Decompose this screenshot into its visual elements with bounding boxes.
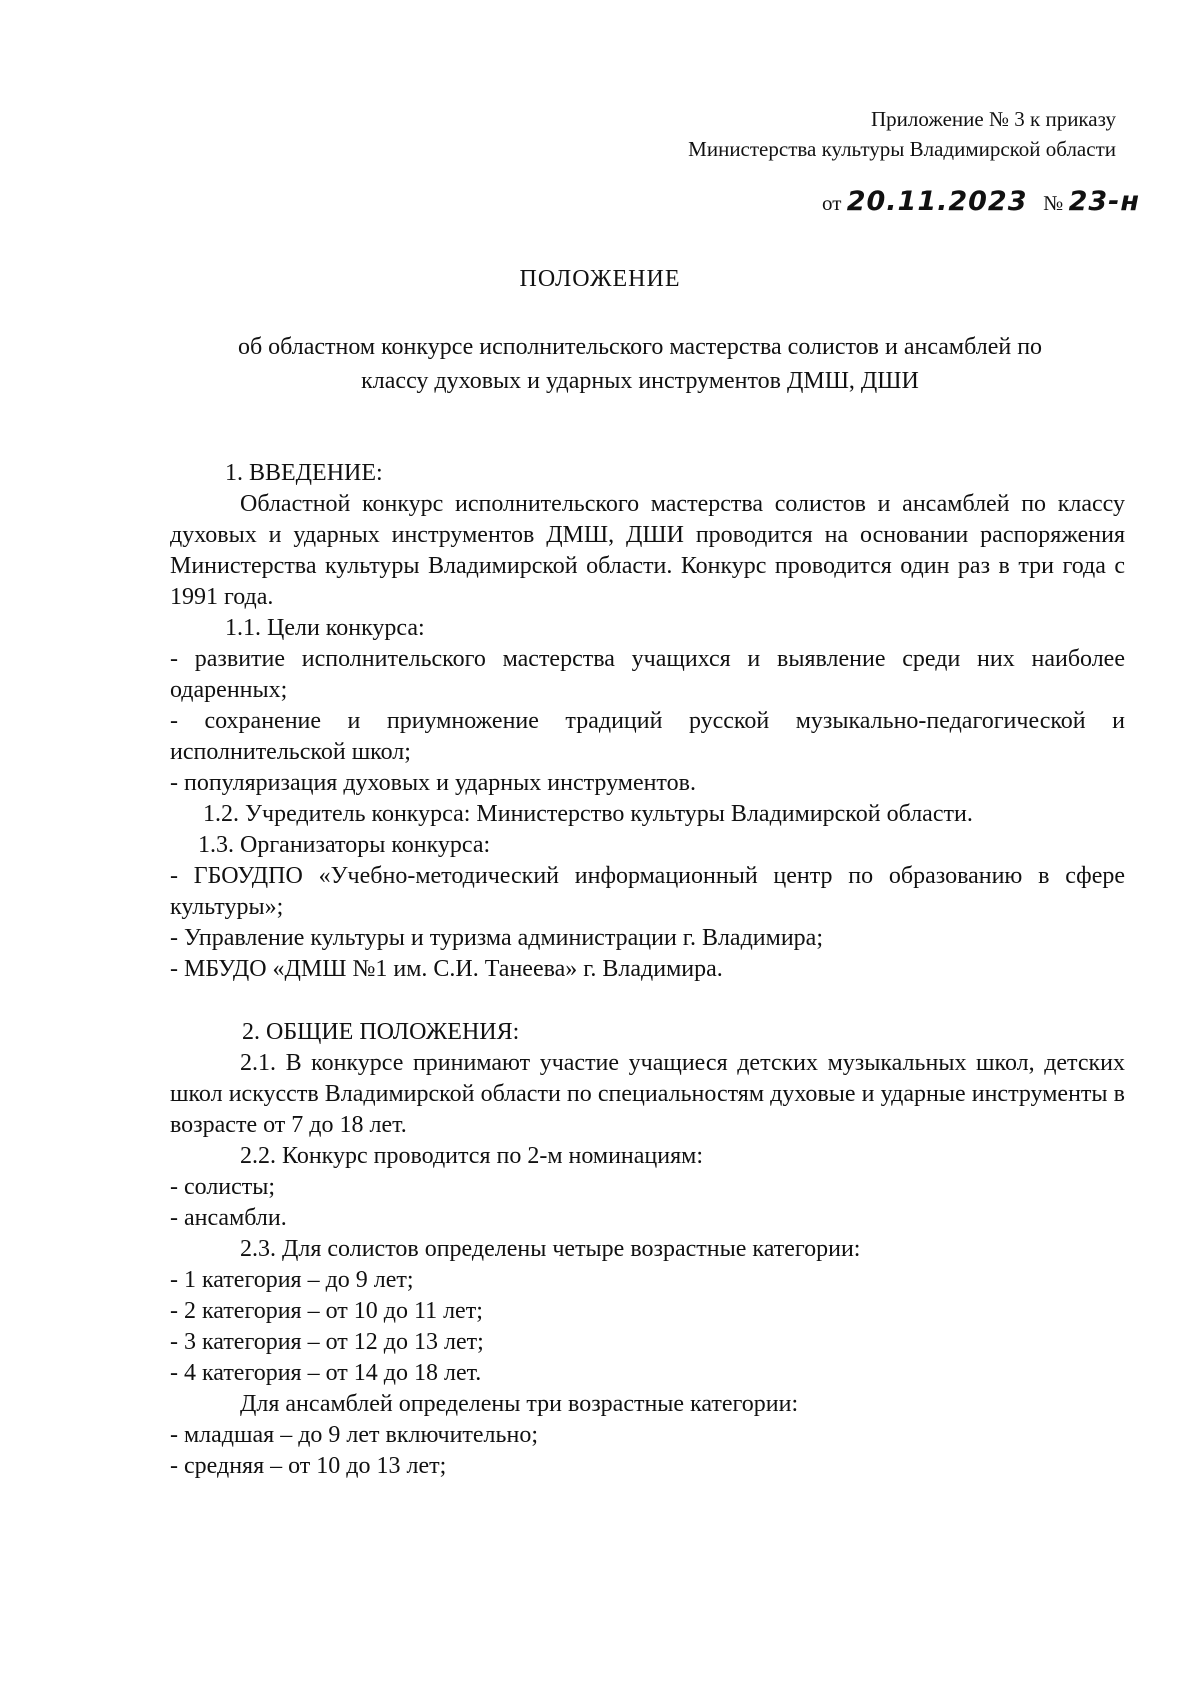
document-body xyxy=(170,458,1125,1482)
order-date: 20.11.2023 xyxy=(846,186,1028,217)
attachment-line-2: Министерства культуры Владимирской области xyxy=(688,137,1116,161)
paragraph-2-3: 2.3. Для солистов определены четыре возрастные категории: xyxy=(240,1236,861,1262)
order-number: 23-н xyxy=(1068,186,1140,217)
attachment-note xyxy=(688,104,1116,164)
ensemble-category-2: - средняя – от 10 до 13 лет; xyxy=(170,1453,447,1479)
goal-item-3: - популяризация духовых и ударных инструментов. xyxy=(170,770,696,796)
category-item-4: - 4 категория – от 14 до 18 лет. xyxy=(170,1360,482,1386)
ensemble-category-1: - младшая – до 9 лет включительно; xyxy=(170,1422,538,1448)
order-prefix: от xyxy=(822,191,842,215)
organizers-heading: 1.3. Организаторы конкурса: xyxy=(198,832,491,858)
goal-item-2: - сохранение и приумножение традиций русской музыкально-педагогической и исполнительской школ; xyxy=(170,708,1125,765)
goal-item-1: - развитие исполнительского мастерства учащихся и выявление среди них наиболее одаренных; xyxy=(170,646,1125,703)
category-item-1: - 1 категория – до 9 лет; xyxy=(170,1267,414,1293)
section-1-heading: 1. ВВЕДЕНИЕ: xyxy=(225,460,383,486)
paragraph-2-2: 2.2. Конкурс проводится по 2-м номинациям: xyxy=(240,1143,703,1169)
subtitle-line-2: классу духовых и ударных инструментов ДМШ, ДШИ xyxy=(361,368,919,394)
category-item-3: - 3 категория – от 12 до 13 лет; xyxy=(170,1329,484,1355)
ensemble-categories-heading: Для ансамблей определены три возрастные категории: xyxy=(240,1391,799,1417)
section-2-heading: 2. ОБЩИЕ ПОЛОЖЕНИЯ: xyxy=(242,1019,520,1045)
order-number-label: № xyxy=(1043,191,1064,215)
document-title: ПОЛОЖЕНИЕ xyxy=(519,266,681,292)
organizer-item-3: - МБУДО «ДМШ №1 им. С.И. Танеева» г. Владимира. xyxy=(170,956,723,982)
category-item-2: - 2 категория – от 10 до 11 лет; xyxy=(170,1298,483,1324)
organizer-item-2: - Управление культуры и туризма администрации г. Владимира; xyxy=(170,925,823,951)
subtitle-line-1: об областном конкурсе исполнительского мастерства солистов и ансамблей по xyxy=(237,334,1043,360)
attachment-line-1: Приложение № 3 к приказу xyxy=(871,107,1116,131)
section-1-intro: Областной конкурс исполнительского мастерства солистов и ансамблей по классу духовых и ударных инструментов ДМШ, ДШИ проводится на основании распоряжения Министерства культуры Владимирской области. Конкурс проводится один раз в три года с 1991 года. xyxy=(170,491,1125,610)
document-subtitle xyxy=(150,330,1130,398)
nomination-item-2: - ансамбли. xyxy=(170,1205,287,1231)
founder-paragraph: 1.2. Учредитель конкурса: Министерство культуры Владимирской области. xyxy=(203,801,973,827)
organizer-item-1: - ГБОУДПО «Учебно-методический информационный центр по образованию в сфере культуры»; xyxy=(170,863,1125,920)
paragraph-2-1: 2.1. В конкурсе принимают участие учащиеся детских музыкальных школ, детских школ искусств Владимирской области по специальностям духовые и ударные инструменты в возрасте от 7 до 18 лет. xyxy=(170,1050,1125,1138)
goals-heading: 1.1. Цели конкурса: xyxy=(225,615,425,641)
order-reference xyxy=(822,186,1140,217)
nomination-item-1: - солисты; xyxy=(170,1174,276,1200)
